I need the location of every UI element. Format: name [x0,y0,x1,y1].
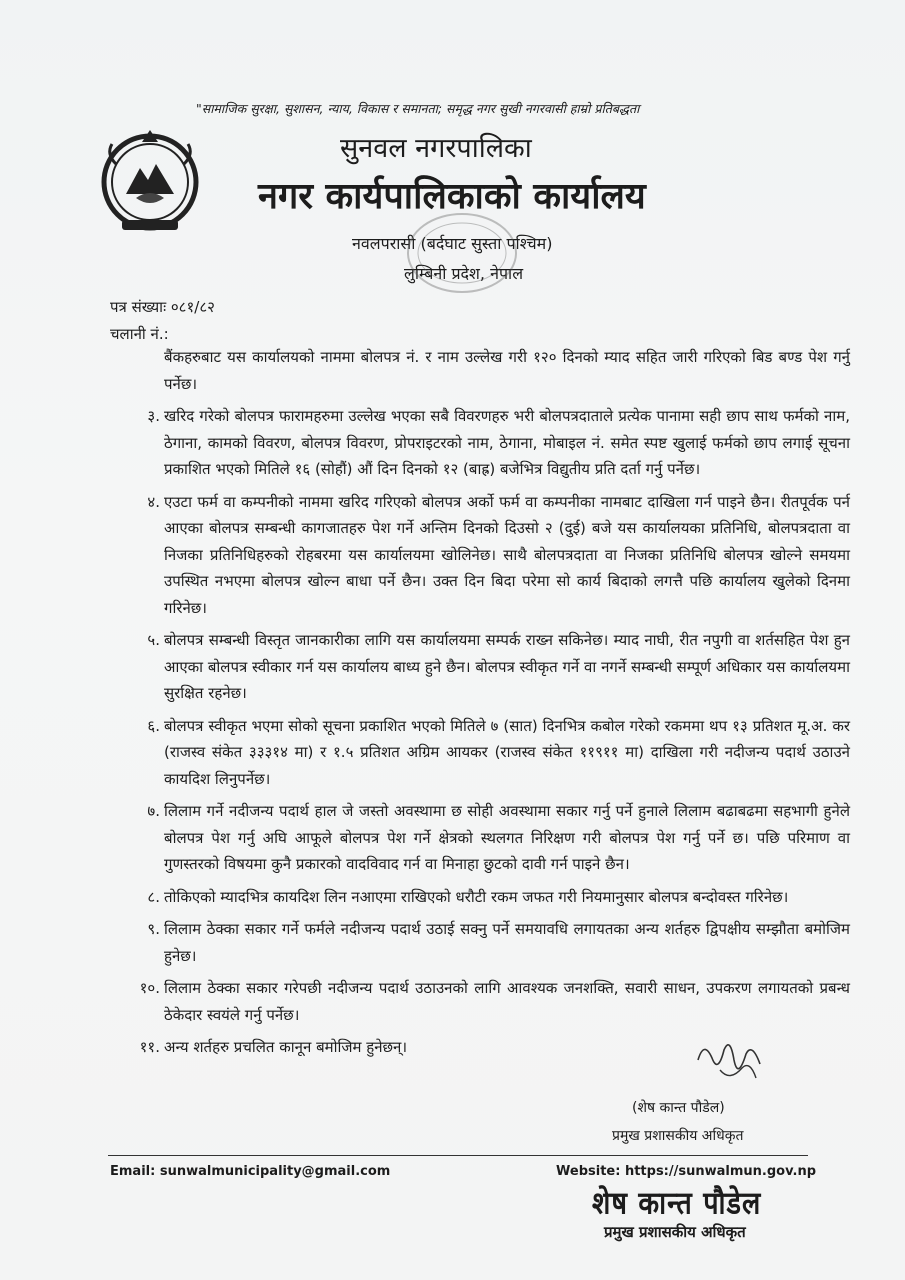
paragraph [110,916,850,969]
name-stamp-title: प्रमुख प्रशासकीय अधिकृत [604,1223,746,1241]
paragraph [110,798,850,878]
signatory-name: (शेष कान्त पौडेल) [632,1100,725,1116]
footer-website: Website: https://sunwalmun.gov.np [556,1164,816,1179]
letter-body [110,344,850,1067]
paragraph-text: एउटा फर्म वा कम्पनीको नाममा खरिद गरिएको बोलपत्र अर्को फर्म वा कम्पनीका नामबाट दाखिला गर्न पाइने छैन। रीतपूर्वक पर्न आएका बोलपत्र सम्बन्धी कागजातहरु पेश गर्ने अन्तिम दिनको दिउसो २ (दुई) बजे यस कार्यालयका प्रतिनिधि, बोलपत्रदाता वा निजका प्रतिनिधिहरुको रोहबरमा यस कार्यालयमा खोलिनेछ। साथै बोलपत्रदाता वा निजका प्रतिनिधि बोलपत्र खोल्ने समयमा उपस्थित नभएमा बोलपत्र खोल्न बाधा पर्ने छैन। उक्त दिन बिदा परेमा सो कार्य बिदाको लगत्तै पछि कार्यालय खुलेको दिनमा गरिनेछ। [164,492,850,617]
paragraph-text: लिलाम गर्ने नदीजन्य पदार्थ हाल जे जस्तो अवस्थामा छ सोही अवस्थामा सकार गर्नु पर्ने हुनाले लिलाम बढाबढमा सहभागी हुनेले बोलपत्र पेश गर्नु अघि आफूले बोलपत्र पेश गर्ने क्षेत्रको स्थलगत निरिक्षण गरी बोलपत्र पेश गर्नु पर्ने छ। पछि परिमाण वा गुणस्तरको विषयमा कुनै प्रकारको वादविवाद गर्न वा मिनाहा छुटको दावी गर्न पाइने छैन। [164,802,850,873]
office-seal-watermark [404,210,520,296]
paragraph [110,884,850,911]
nepal-emblem-icon [96,124,204,236]
paragraph-text: अन्य शर्तहरु प्रचलित कानून बमोजिम हुनेछन्। [164,1038,408,1056]
paragraph-text: बैंकहरुबाट यस कार्यालयको नाममा बोलपत्र नं. र नाम उल्लेख गरी १२० दिनको म्याद सहित जारी गरिएको बिड बण्ड पेश गर्नु पर्नेछ। [164,348,850,393]
paragraph-number: ९. [147,920,160,938]
paragraph [110,489,850,622]
org-name: सुनवल नगरपालिका [340,133,532,164]
paragraph [110,403,850,483]
footer-email: Email: sunwalmunicipality@gmail.com [110,1164,391,1179]
paragraph [110,713,850,793]
province-line: लुम्बिनी प्रदेश, नेपाल [404,264,524,283]
paragraph-number: ५. [147,631,160,649]
office-name: नगर कार्यपालिकाको कार्यालय [258,176,646,217]
paragraph-number: ३. [147,407,160,425]
paragraph-number: १०. [139,979,160,997]
letter-number: पत्र संख्याः ०८१/८२ [110,298,215,316]
paragraph [110,975,850,1028]
paragraph-text: बोलपत्र स्वीकृत भएमा सोको सूचना प्रकाशित भएको मितिले ७ (सात) दिनभित्र कबोल गरेको रकममा थप १३ प्रतिशत मू.अ. कर (राजस्व संकेत ३३३१४ मा) र १.५ प्रतिशत अग्रिम आयकर (राजस्व संकेत ११९११ मा) दाखिला गरी नदीजन्य पदार्थ उठाउने कायदिश लिनुपर्नेछ। [164,716,850,788]
paragraph-number: ४. [147,492,160,511]
paragraph-number: ८. [147,887,160,906]
name-stamp: शेष कान्त पौडेल [592,1185,762,1222]
paragraph-number: ११. [139,1038,160,1056]
paragraph-text: लिलाम ठेक्का सकार गर्ने फर्मले नदीजन्य पदार्थ उठाई सक्नु पर्ने समयावधि लगायतका अन्य शर्तहरु द्विपक्षीय सम्झौता बमोजिम हुनेछ। [164,920,850,965]
paragraph-number: ६. [147,716,160,735]
paragraph-number: ७. [147,802,160,820]
paragraph [110,627,850,707]
dispatch-number: चलानी नं.: [110,325,169,343]
paragraph-text: लिलाम ठेक्का सकार गरेपछी नदीजन्य पदार्थ उठाउनको लागि आवश्यक जनशक्ति, सवारी साधन, उपकरण लगायतको प्रबन्ध ठेकेदार स्वयंले गर्नु पर्नेछ। [164,979,850,1024]
footer-divider [108,1155,808,1156]
handwritten-signature [690,1030,770,1090]
district-line: नवलपरासी (बर्दघाट सुस्ता पश्चिम) [352,234,553,253]
paragraph-text: तोकिएको म्यादभित्र कायदिश लिन नआएमा राखिएको धरौटी रकम जफत गरी नियमानुसार बोलपत्र बन्दोवस्त गरिनेछ। [164,887,789,906]
signatory-title: प्रमुख प्रशासकीय अधिकृत [612,1128,744,1144]
motto-line: "सामाजिक सुरक्षा, सुशासन, न्याय, विकास र समानता; समृद्ध नगर सुखी नगरवासी हाम्रो प्रतिबद्धता [196,101,640,116]
paragraph-continued [110,344,850,397]
paragraph-text: बोलपत्र सम्बन्धी विस्तृत जानकारीका लागि यस कार्यालयमा सम्पर्क राख्न सकिनेछ। म्याद नाघी, रीत नपुगी वा शर्तसहित पेश हुन आएका बोलपत्र स्वीकार गर्न यस कार्यालय बाध्य हुने छैन। बोलपत्र स्वीकृत गर्ने वा नगर्ने सम्बन्धी सम्पूर्ण अधिकार यस कार्यालयमा सुरक्षित रहनेछ। [164,631,850,702]
paragraph-text: खरिद गरेको बोलपत्र फारामहरुमा उल्लेख भएका सबै विवरणहरु भरी बोलपत्रदाताले प्रत्येक पानामा सही छाप साथ फर्मको नाम, ठेगाना, कामको विवरण, बोलपत्र विवरण, प्रोपराइटरको नाम, ठेगाना, मोबाइल नं. समेत स्पष्ट खुलाई फर्मको छाप लगाई सूचना प्रकाशित भएको मितिले १६ (सोहौं) औं दिन दिनको १२ (बाह्र) बजेभित्र विद्युतीय प्रति दर्ता गर्नु पर्नेछ। [164,407,850,478]
